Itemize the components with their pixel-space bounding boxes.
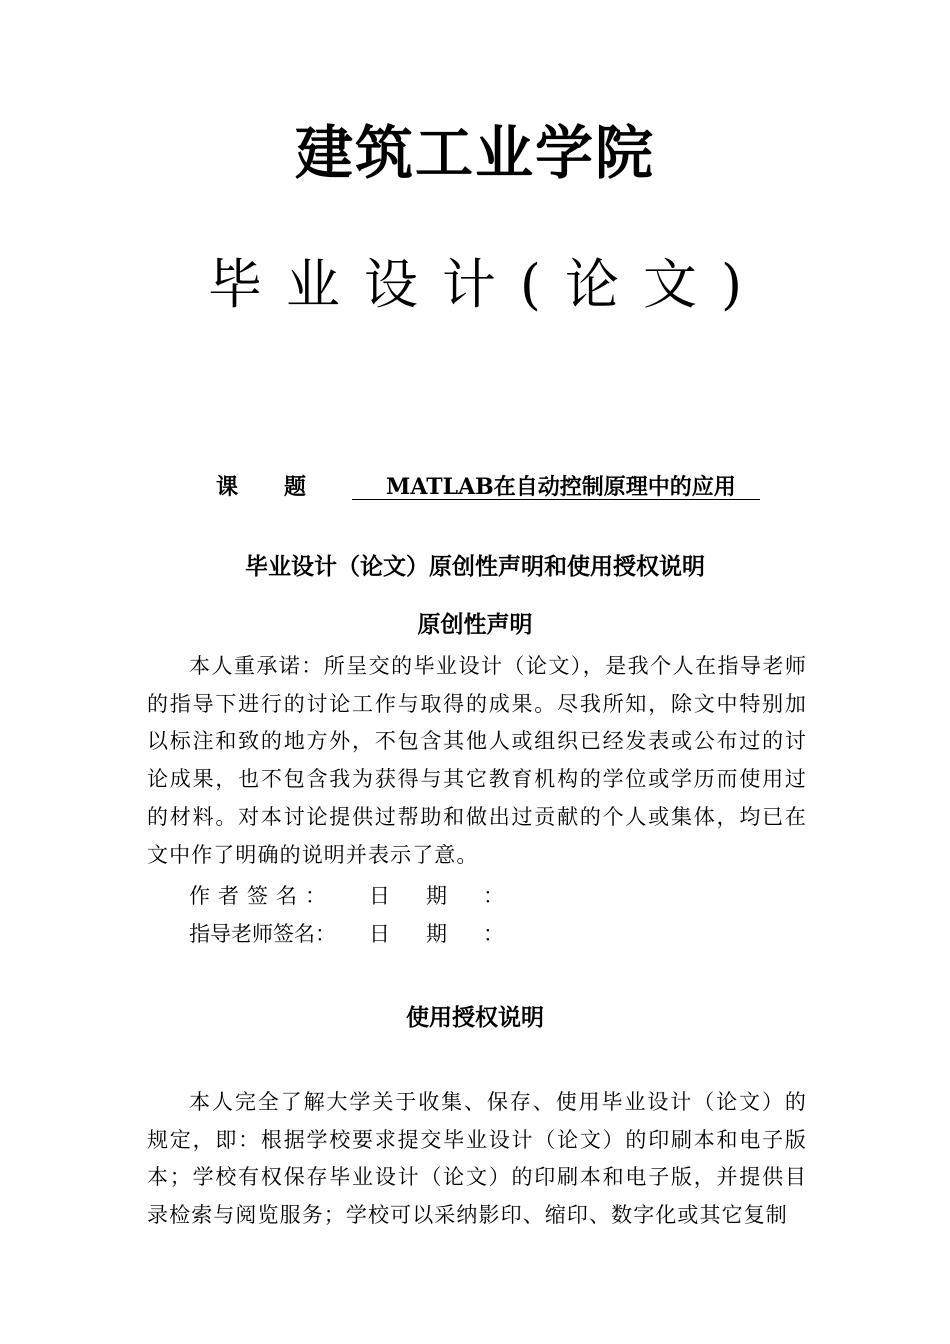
- usage-paragraph: 本人完全了解大学关于收集、保存、使用毕业设计（论文）的规定，即：根据学校要求提交毕业设计（论文）的印刷本和电子版本；学校有权保存毕业设计（论文）的印刷本和电子版，并提供目录检索与阅览服务；学校可以采纳影印、缩印、数字化或其它复制: [147, 1090, 807, 1228]
- advisor-date-label: 日期：: [369, 922, 540, 946]
- thesis-heading: 毕业设计(论文): [207, 253, 767, 316]
- topic-value: MATLAB在自动控制原理中的应用: [352, 472, 760, 500]
- originality-paragraph: 本人重承诺：所呈交的毕业设计（论文），是我个人在指导老师的指导下进行的讨论工作与取得的成果。尽我所知，除文中特别加以标注和致的地方外，不包含其他人或组织已经发表或公布过的讨论成果，也不包含我为获得与其它教育机构的学位或学历而使用过的材料。对本讨论提供过帮助和做出过贡献的个人或集体，均已在文中作了明确的说明并表示了意。: [147, 654, 807, 867]
- declaration-title: 毕业设计（论文）原创性声明和使用授权说明: [245, 553, 705, 580]
- advisor-sign-row: [189, 919, 540, 949]
- topic-label: 课题: [216, 474, 353, 500]
- school-name: 建筑工业学院: [294, 119, 655, 187]
- author-date-label: 日期：: [369, 884, 540, 908]
- advisor-sign-label: 指导老师签名：: [189, 922, 336, 946]
- originality-title: 原创性声明: [417, 611, 533, 638]
- author-sign-label: 作者签名：: [189, 884, 334, 908]
- usage-title: 使用授权说明: [406, 1004, 544, 1031]
- author-sign-row: [189, 881, 540, 911]
- topic-row: [216, 472, 760, 502]
